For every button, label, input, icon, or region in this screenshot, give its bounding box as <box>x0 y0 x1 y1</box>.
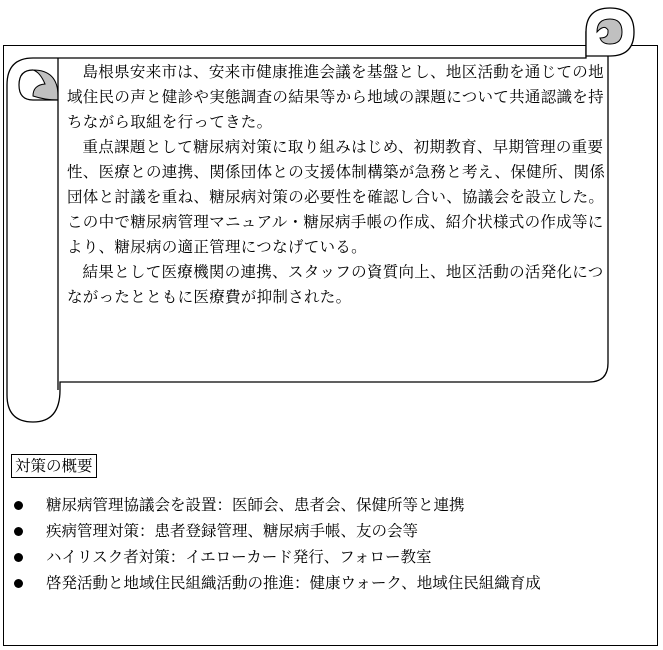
list-item <box>12 544 541 570</box>
scroll-paragraph-1: 島根県安来市は、安来市健康推進会議を基盤とし、地区活動を通じての地域住民の声と健診や実態調査の結果等から地域の課題について共通認識を持ちながら取組を行ってきた。 <box>67 63 604 131</box>
list-item-text: 糖尿病管理協議会を設置：医師会、患者会、保健所等と連携 <box>46 496 465 514</box>
list-item <box>12 570 541 596</box>
bullet-icon <box>14 527 23 536</box>
list-item-text: 啓発活動と地域住民組織活動の推進：健康ウォーク、地域住民組織育成 <box>46 574 541 592</box>
bullet-icon <box>14 579 23 588</box>
bullet-icon <box>14 501 23 510</box>
list-item-text: ハイリスク者対策：イエローカード発行、フォロー教室 <box>46 548 432 566</box>
list-item-text: 疾病管理対策：患者登録管理、糖尿病手帳、友の会等 <box>46 522 419 540</box>
scroll-paragraph-3: 結果として医療機関の連携、スタッフの資質向上、地区活動の活発化につながったとともに医療費が抑制された。 <box>67 263 604 306</box>
list-item <box>12 492 541 518</box>
bullet-icon <box>14 553 23 562</box>
summary-label: 対策の概要 <box>11 454 97 478</box>
scroll-text <box>67 60 607 310</box>
scroll-paragraph-2: 重点課題として糖尿病対策に取り組みはじめ、初期教育、早期管理の重要性、医療との連携、関係団体との支援体制構築が急務と考え、保健所、関係団体と討議を重ね、糖尿病対策の必要性を確認し合い、協議会を設立した。この中で糖尿病管理マニュアル・糖尿病手帳の作成、紹介状様式の作成等により、糖尿病の適正管理につなげている。 <box>67 138 606 256</box>
summary-list <box>12 492 541 596</box>
list-item <box>12 518 541 544</box>
